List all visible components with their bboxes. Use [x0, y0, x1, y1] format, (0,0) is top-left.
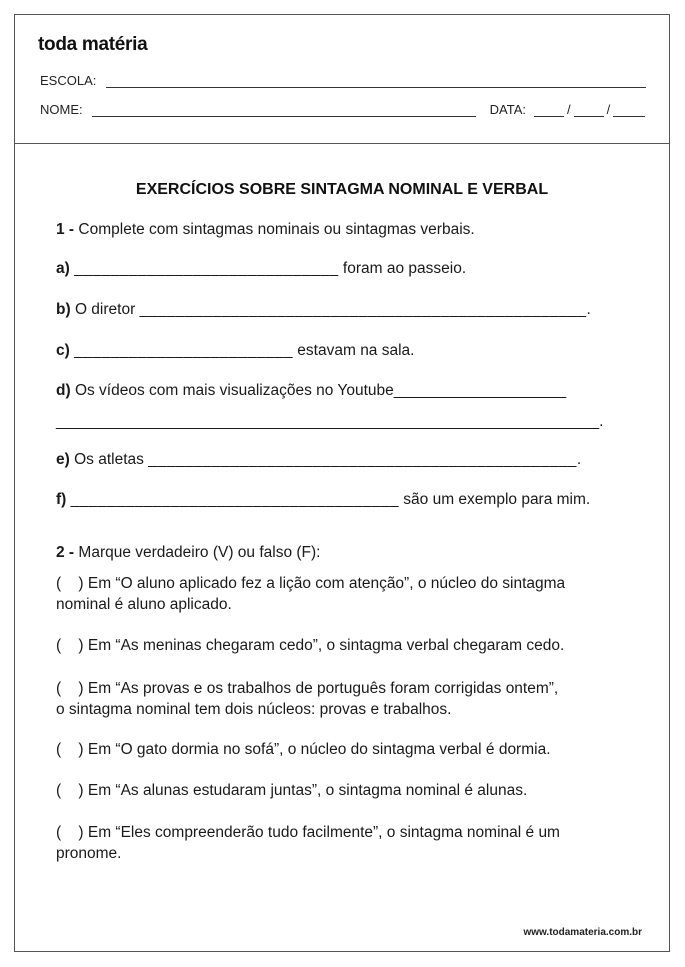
answer-blank: _______________________________________________ [148, 451, 577, 468]
statement-line: pronome. [56, 845, 122, 862]
item-letter: c) [56, 342, 70, 359]
worksheet-page [14, 14, 670, 952]
item-pre: Os vídeos com mais visualizações no Youtube [70, 382, 394, 399]
q2-item-5 [56, 780, 527, 801]
question-2-prompt [56, 542, 320, 563]
name-line [92, 104, 476, 117]
item-pre: Os atletas [69, 451, 149, 468]
statement-line: ( ) Em “Eles compreenderão tudo facilmente”, o sintagma nominal é um [56, 824, 560, 841]
answer-blank: _________________________________________________ [139, 301, 587, 318]
item-post: . [586, 301, 591, 318]
question-1-prompt [56, 219, 475, 240]
q1-item-a [56, 258, 466, 279]
question-text: Marque verdadeiro (V) ou falso (F): [78, 544, 321, 561]
q2-item-6 [56, 822, 560, 864]
header-divider [15, 143, 669, 144]
statement-line: ( ) Em “As provas e os trabalhos de português foram corrigidas ontem”, [56, 680, 559, 697]
q1-item-f [56, 489, 590, 510]
school-label: ESCOLA: [40, 73, 97, 88]
statement-line: o sintagma nominal tem dois núcleos: provas e trabalhos. [56, 701, 452, 718]
school-field-row [40, 73, 646, 88]
q1-item-b [56, 299, 591, 320]
school-line [106, 75, 646, 88]
statement-line: nominal é aluno aplicado. [56, 596, 232, 613]
date-label: DATA: [489, 102, 526, 117]
item-post: . [599, 413, 604, 430]
statement-line: ( ) Em “O gato dormia no sofá”, o núcleo do sintagma verbal é dormia. [56, 741, 551, 758]
answer-blank: _______________________________________________________________ [56, 413, 600, 430]
q1-item-e [56, 449, 581, 470]
date-separator: / [566, 102, 571, 117]
item-post: estavam na sala. [293, 342, 415, 359]
q1-item-c [56, 340, 414, 361]
item-letter: e) [56, 451, 70, 468]
item-post: são um exemplo para mim. [398, 491, 591, 508]
footer-url: www.todamateria.com.br [523, 927, 642, 938]
item-pre: O diretor [70, 301, 140, 318]
item-letter: f) [56, 491, 67, 508]
q2-item-3 [56, 678, 558, 720]
statement-line: ( ) Em “As alunas estudaram juntas”, o sintagma nominal é alunas. [56, 782, 528, 799]
answer-blank: ____________________________________ [70, 491, 399, 508]
answer-blank: _____________________________ [74, 260, 339, 277]
q2-item-4 [56, 739, 551, 760]
q1-item-d [56, 380, 566, 401]
question-number: 1 - [56, 221, 75, 238]
item-post: foram ao passeio. [338, 260, 467, 277]
brand-logo: toda matéria [38, 34, 148, 55]
worksheet-title: EXERCÍCIOS SOBRE SINTAGMA NOMINAL E VERBAL [135, 181, 549, 198]
answer-blank: ________________________ [74, 342, 293, 359]
statement-line: ( ) Em “O aluno aplicado fez a lição com atenção”, o núcleo do sintagma [56, 575, 566, 592]
answer-blank: ____________________ [393, 382, 567, 399]
date-year-line [613, 104, 645, 117]
question-number: 2 - [56, 544, 75, 561]
statement-line: ( ) Em “As meninas chegaram cedo”, o sintagma verbal chegaram cedo. [56, 637, 565, 654]
question-text: Complete com sintagmas nominais ou sintagmas verbais. [78, 221, 475, 238]
q2-item-1 [56, 573, 565, 615]
item-letter: b) [56, 301, 71, 318]
name-field-row [40, 102, 645, 117]
date-day-line [534, 104, 564, 117]
q2-item-2 [56, 635, 564, 656]
date-separator: / [606, 102, 611, 117]
q1-item-d-continuation [56, 411, 603, 432]
name-label: NOME: [40, 102, 83, 117]
item-letter: a) [56, 260, 70, 277]
item-letter: d) [56, 382, 71, 399]
date-month-line [574, 104, 604, 117]
item-post: . [576, 451, 582, 468]
